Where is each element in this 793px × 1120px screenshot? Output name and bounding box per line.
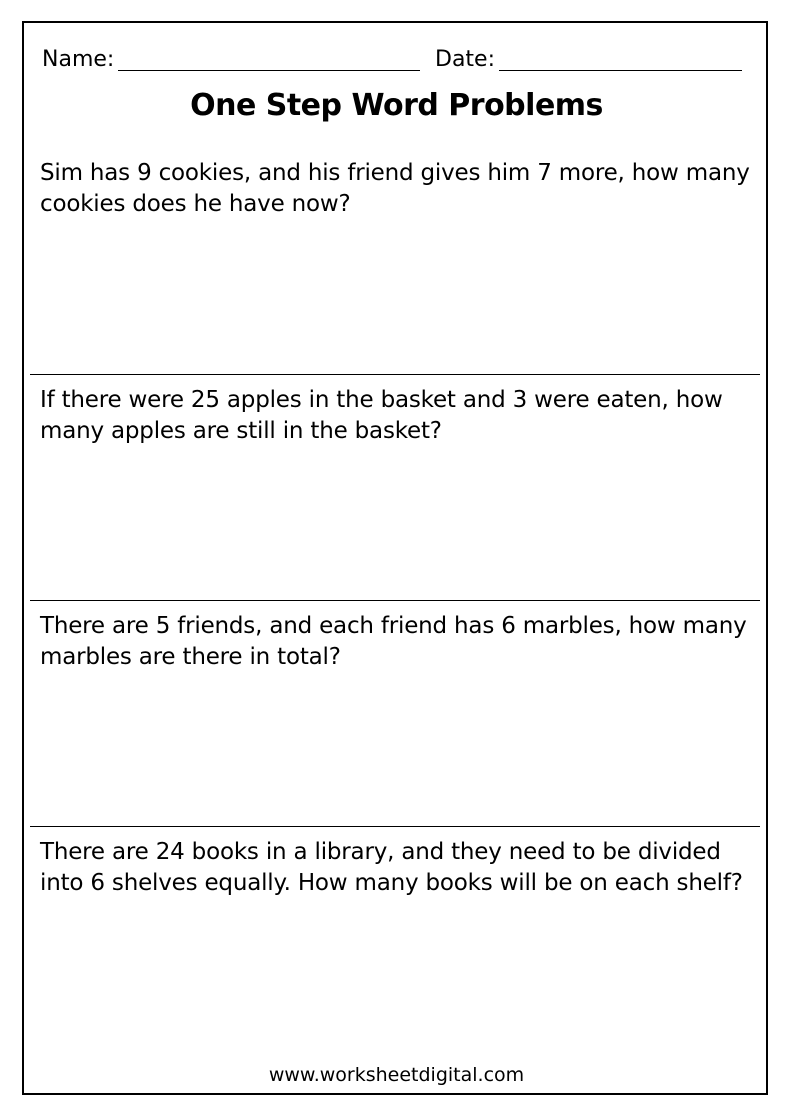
name-label: Name: <box>42 47 115 72</box>
problem-divider <box>30 374 760 375</box>
name-blank-line <box>118 70 420 71</box>
problem-2: If there were 25 apples in the basket and 3 were eaten, how many apples are still in the basket? <box>40 387 723 444</box>
problem-divider <box>30 826 760 827</box>
problem-4: There are 24 books in a library, and they need to be divided into 6 shelves equally. How many books will be on each shelf? <box>40 839 743 896</box>
worksheet-title: One Step Word Problems <box>190 88 603 123</box>
date-blank-line <box>499 70 742 71</box>
header-row <box>42 44 746 76</box>
problem-divider <box>30 600 760 601</box>
date-label: Date: <box>435 47 495 72</box>
problem-3: There are 5 friends, and each friend has 6 marbles, how many marbles are there in total? <box>40 613 747 670</box>
problem-1: Sim has 9 cookies, and his friend gives him 7 more, how many cookies does he have now? <box>40 160 750 217</box>
website-footer: www.worksheetdigital.com <box>268 1064 525 1086</box>
